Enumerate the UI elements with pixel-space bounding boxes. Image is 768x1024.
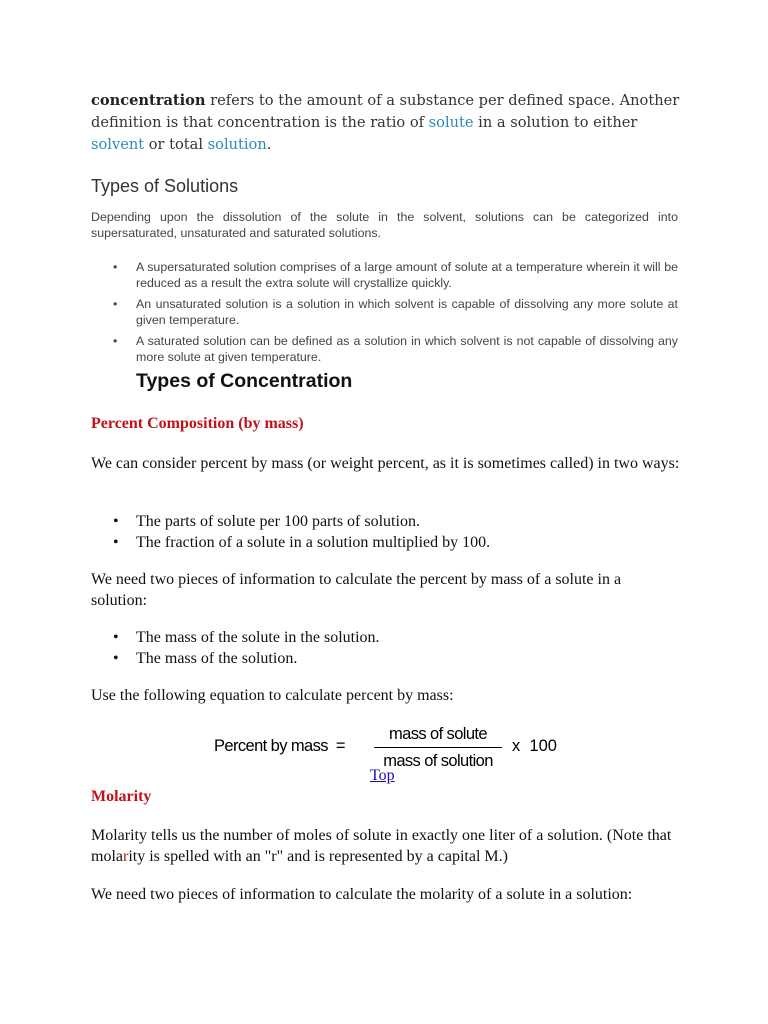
bullet-icon: • [113, 534, 119, 551]
highlighted-r: r [123, 848, 129, 865]
intro-text-3: or total [144, 136, 208, 153]
list-item-text: The mass of the solution. [136, 650, 298, 667]
molarity-heading: Molarity [91, 788, 152, 805]
percent-paragraph-2: We need two pieces of information to calculate the percent by mass of a solute in a solution: [91, 571, 622, 609]
list-item [91, 296, 678, 328]
intro-text-4: . [266, 136, 272, 153]
solvent-link[interactable]: solvent [91, 136, 145, 153]
bullet-icon: • [113, 297, 118, 311]
bullet-icon: • [113, 334, 118, 348]
required-info-list [91, 627, 681, 669]
bullet-icon: • [113, 260, 118, 274]
intro-term: concentration [91, 92, 206, 109]
equation-lhs: Percent by mass = [214, 737, 345, 755]
list-item-text: A saturated solution can be defined as a solution in which solvent is not capable of dissolving any more solute at given temperature. [136, 334, 678, 364]
types-of-concentration-heading: Types of Concentration [136, 370, 353, 392]
list-item [91, 259, 678, 291]
percent-composition-heading: Percent Composition (by mass) [91, 415, 304, 432]
list-item-text: The parts of solute per 100 parts of solution. [136, 513, 420, 530]
bullet-icon: • [113, 629, 119, 646]
list-item [91, 511, 681, 532]
list-item-text: An unsaturated solution is a solution in which solvent is capable of dissolving any more solute at given temperature. [136, 297, 678, 327]
solution-link[interactable]: solution [207, 136, 267, 153]
list-item-text: The fraction of a solute in a solution multiplied by 100. [136, 534, 491, 551]
intro-text-2: in a solution to either [473, 114, 638, 131]
solution-types-list [91, 259, 678, 370]
intro-text-1: refers to the amount of a substance per defined space. Another definition is that concentration is the ratio of [91, 92, 680, 131]
solute-link[interactable]: solute [428, 114, 474, 131]
molarity-paragraph-1 [91, 825, 681, 867]
equation-fraction [374, 722, 502, 773]
list-item-text: The mass of the solute in the solution. [136, 629, 380, 646]
list-item [91, 627, 681, 648]
list-item-text: A supersaturated solution comprises of a large amount of solute at a temperature wherein it will be reduced as a result the extra solute will crystallize quickly. [136, 260, 678, 290]
types-of-solutions-heading: Types of Solutions [91, 176, 239, 196]
list-item [91, 648, 681, 669]
bullet-icon: • [113, 513, 119, 530]
list-item [91, 333, 678, 365]
top-link[interactable]: Top [370, 767, 395, 784]
bullet-icon: • [113, 650, 119, 667]
percent-paragraph-3: Use the following equation to calculate percent by mass: [91, 687, 454, 704]
percent-ways-list [91, 511, 681, 553]
molarity-text-b: ity is spelled with an "r" and is represented by a capital M.) [128, 848, 508, 865]
equation-multiplier: x 100 [512, 737, 557, 755]
molarity-text-a: Molarity tells us the number of moles of solute in exactly one liter of a solution. (Note that mola [91, 827, 672, 865]
intro-paragraph [91, 90, 691, 156]
percent-paragraph-1: We can consider percent by mass (or weight percent, as it is sometimes called) in two ways: [91, 455, 680, 472]
equation-denominator: mass of solution [383, 752, 493, 770]
list-item [91, 532, 681, 553]
types-of-solutions-paragraph: Depending upon the dissolution of the solute in the solvent, solutions can be categorized into supersaturated, unsaturated and saturated solutions. [91, 210, 678, 240]
equation-numerator: mass of solute [389, 725, 487, 743]
molarity-paragraph-2: We need two pieces of information to calculate the molarity of a solute in a solution: [91, 886, 633, 903]
fraction-bar [374, 747, 502, 748]
